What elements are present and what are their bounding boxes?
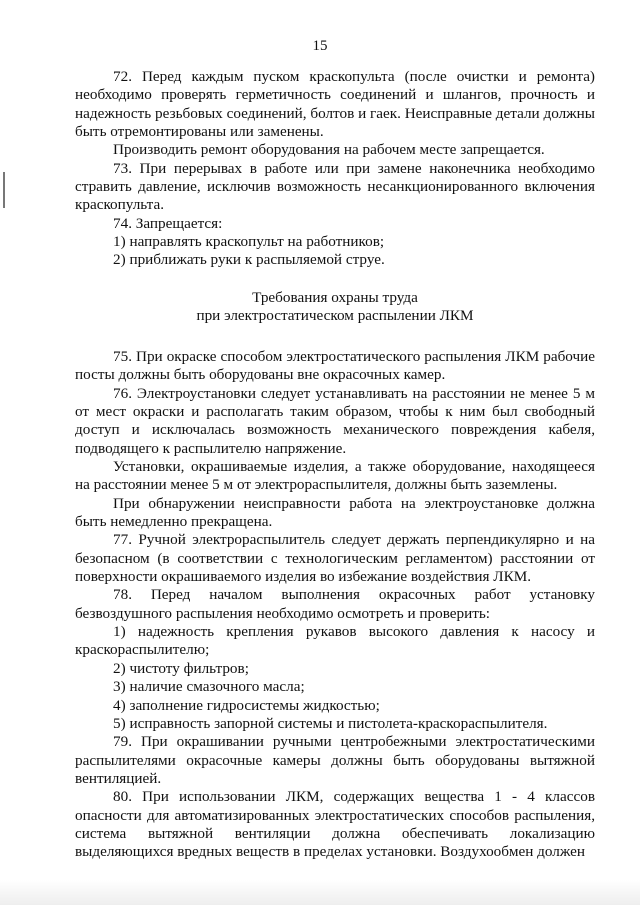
section-heading — [75, 289, 595, 326]
paragraph-78: 78. Перед началом выполнения окрасочных работ установку безвоздушного распыления необходимо осмотреть и проверить: — [75, 586, 595, 622]
list-item: 5) исправность запорной системы и пистолета-краскораспылителя. — [113, 714, 548, 732]
list-item: 2) чистоту фильтров; — [113, 659, 249, 677]
paragraph-72: 72. Перед каждым пуском краскопульта (после очистки и ремонта) необходимо проверять герметичность соединений и шлангов, прочность и надежность резьбовых соединений, болтов и гаек. Неисправные детали должны быть отремонтированы или заменены. — [75, 68, 595, 141]
document-body — [75, 68, 595, 862]
paragraph-malfunction: При обнаружении неисправности работа на электроустановке должна быть немедленно прекращена. — [75, 494, 595, 531]
paragraph-75: 75. При окраске способом электростатического распыления ЛКМ рабочие посты должны быть оборудованы вне окрасочных камер. — [75, 347, 595, 384]
list-item: 1) направлять краскопульт на работников; — [113, 233, 385, 251]
page-number: 15 — [312, 38, 328, 54]
list-item: 1) надежность крепления рукавов высокого давления к насосу и краскораспылителю; — [75, 623, 595, 659]
list-item: 3) наличие смазочного масла; — [113, 678, 305, 696]
list-item: 2) приближать руки к распыляемой струе. — [113, 251, 385, 269]
list-item: 4) заполнение гидросистемы жидкостью; — [113, 696, 380, 714]
paragraph-77: 77. Ручной электрораспылитель следует держать перпендикулярно и на безопасном (в соответствии с технологическим регламентом) расстоянии от поверхности окрашиваемого изделия во избежание воздействия ЛКМ. — [75, 531, 595, 586]
paragraph-79: 79. При окрашивании ручными центробежными электростатическими распылителями окрасочные камеры должны быть оборудованы вытяжной вентиляцией. — [75, 733, 595, 787]
paragraph-76: 76. Электроустановки следует устанавливать на расстоянии не менее 5 м от мест окраски и располагать таким образом, чтобы к ним был свободный доступ и исключалась возможность механического повреждения кабеля, подводящего к распылителю напряжение. — [75, 384, 595, 457]
page-bottom-shade — [0, 880, 640, 905]
section-heading-line-1: Требования охраны труда — [252, 288, 418, 306]
section-heading-line-2: при электростатическом распылении ЛКМ — [196, 307, 474, 325]
paragraph-grounding: Установки, окрашиваемые изделия, а также оборудование, находящееся на расстоянии менее 5 м от электрораспылителя, должны быть заземлены. — [75, 458, 595, 494]
margin-mark — [3, 172, 5, 208]
paragraph-74: 74. Запрещается: — [113, 214, 223, 232]
paragraph-repair-prohibited: Производить ремонт оборудования на рабочем месте запрещается. — [113, 141, 545, 159]
paragraph-80: 80. При использовании ЛКМ, содержащих вещества 1 - 4 классов опасности для автоматизированных электростатических способов распыления, система вытяжной вентиляции должна обеспечивать локализацию выделяющихся вредных веществ в пределах установки. Воздухообмен должен — [75, 788, 595, 861]
paragraph-73: 73. При перерывах в работе или при замене наконечника необходимо стравить давление, исключив возможность несанкционированного включения краскопульта. — [75, 159, 595, 214]
